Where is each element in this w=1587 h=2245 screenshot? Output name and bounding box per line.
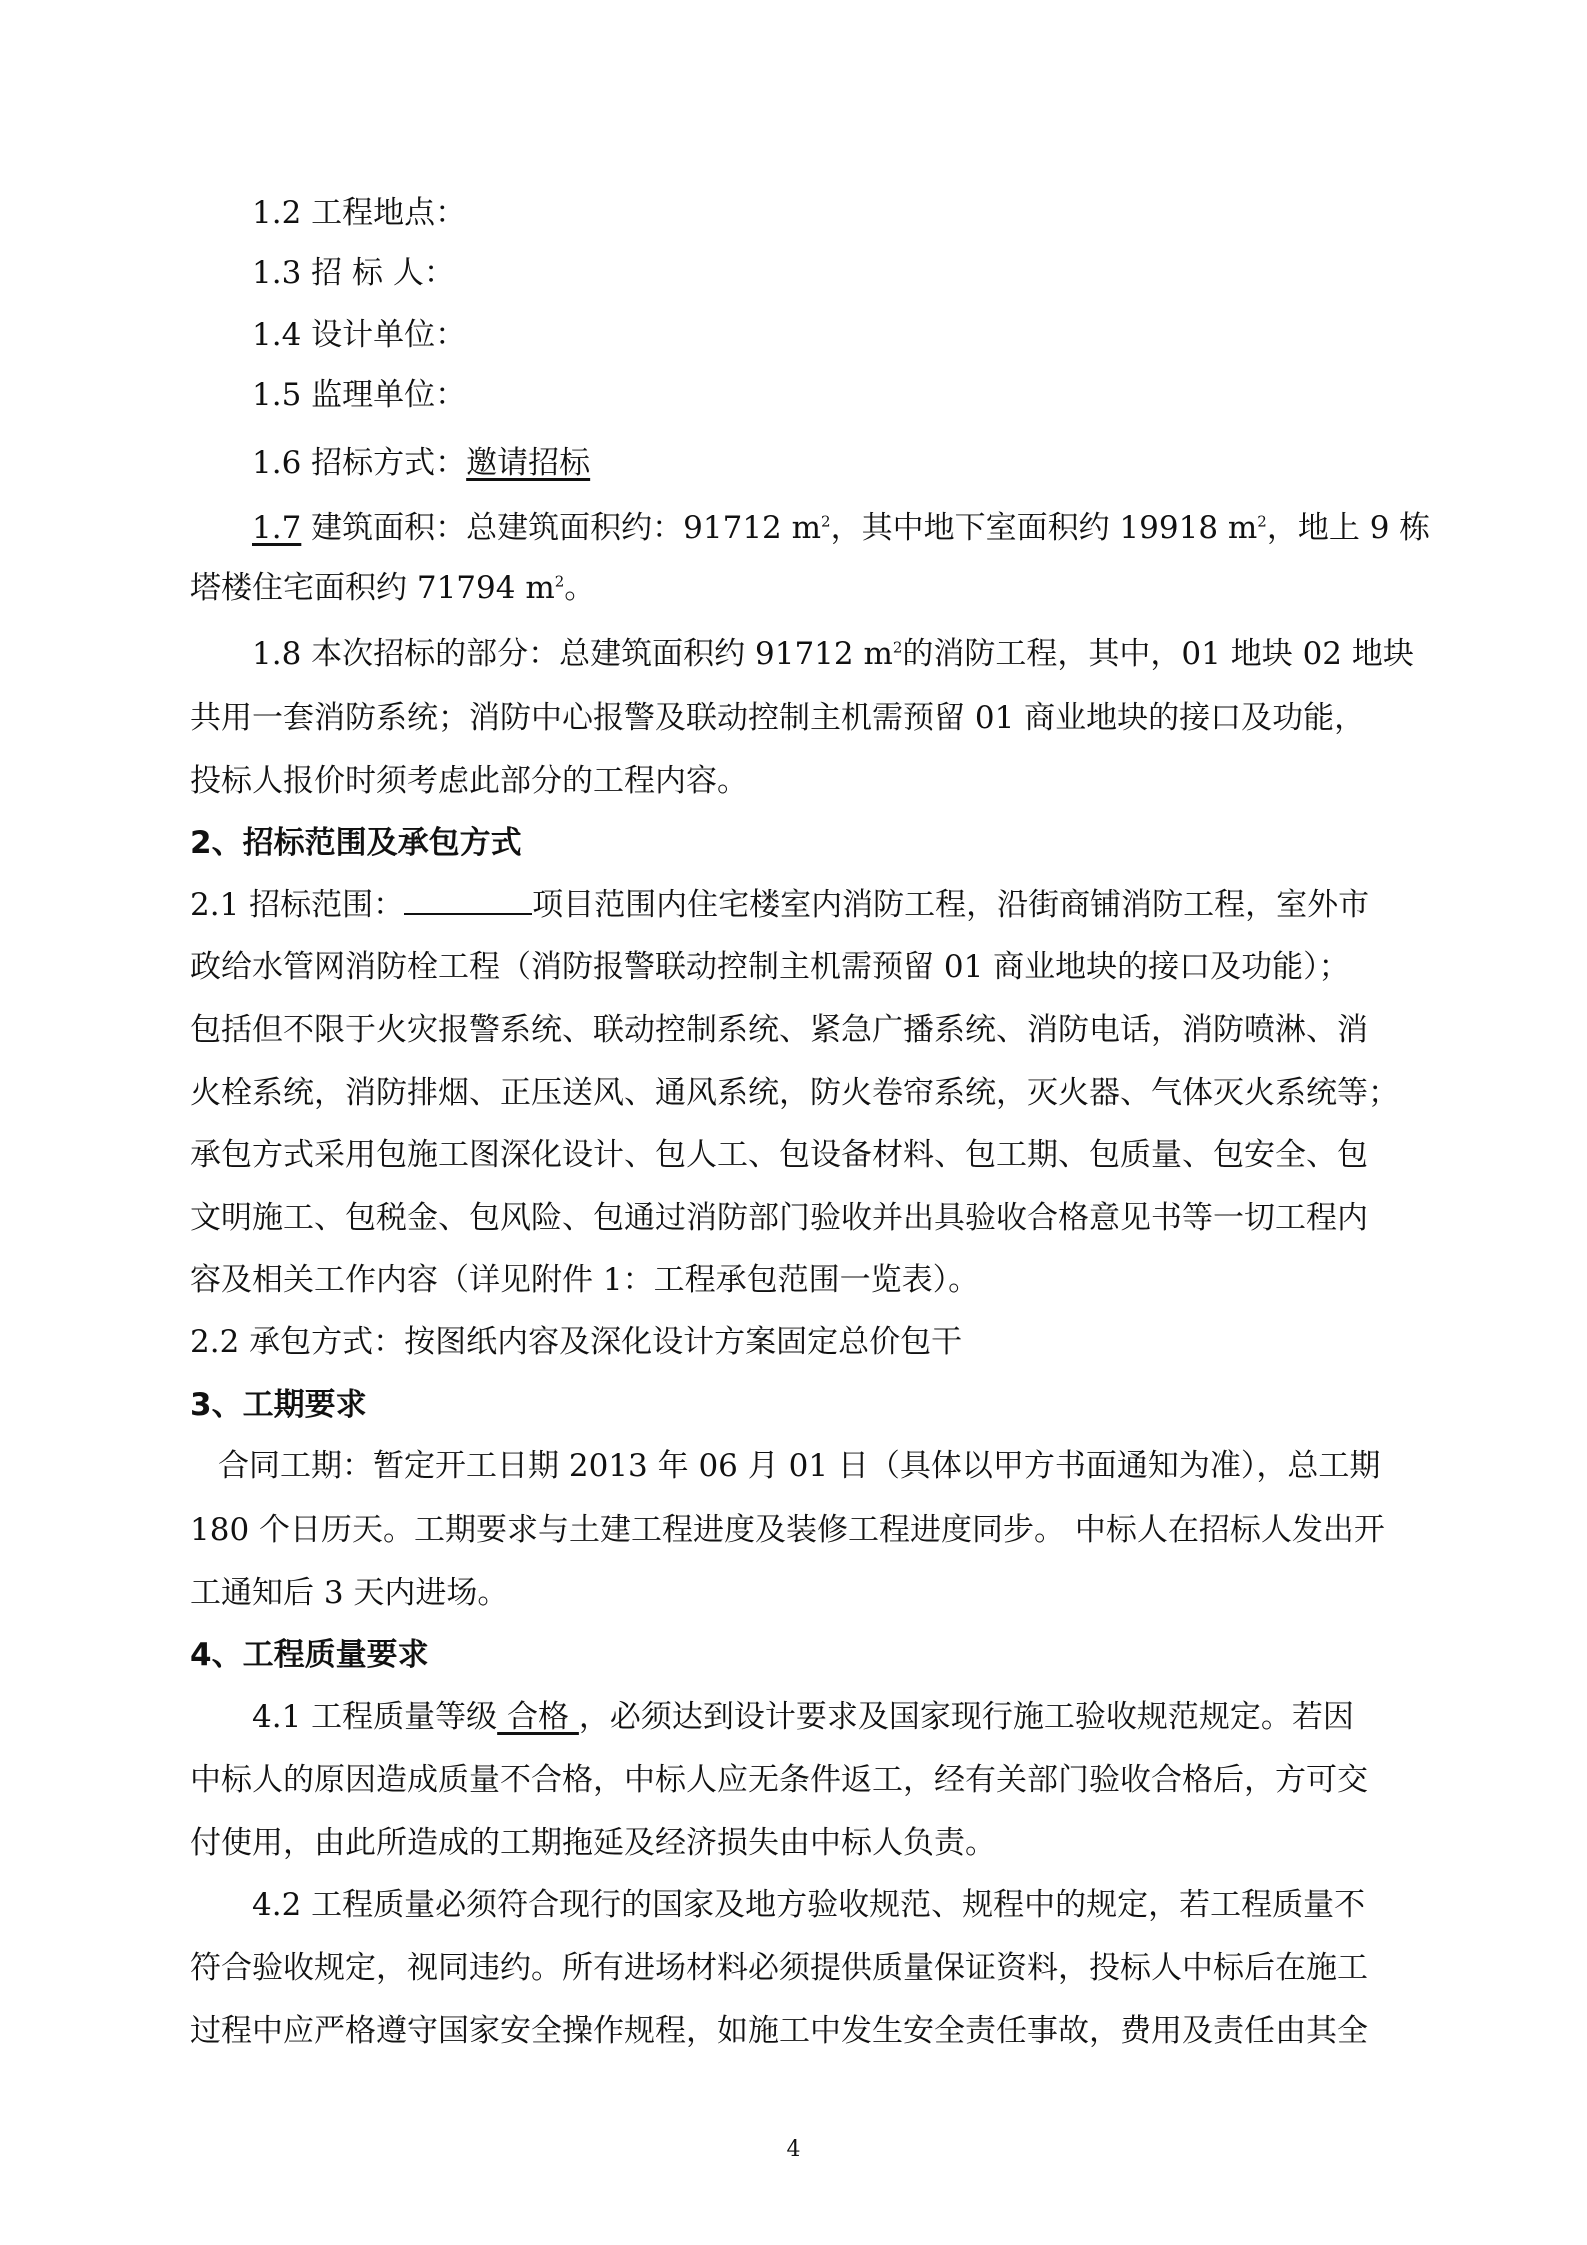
quality-text: ，必须达到设计要求及国家现行施工验收规范规定。若因 [578,1699,1354,1735]
quality-4-1-line1 [252,1697,1354,1737]
schedule-line1: 合同工期：暂定开工日期 2013 年 06 月 01 日（具体以甲方书面通知为准），总工期 [218,1448,1381,1484]
scope-label: 2.1 招标范围： [190,887,405,923]
item-1-2: 1.2 工程地点： [252,195,467,231]
project-name-blank [404,885,532,915]
superscript: 2 [821,512,831,531]
scope-line6: 文明施工、包税金、包风险、包通过消防部门验收并出具验收合格意见书等一切工程内 [190,1200,1368,1236]
item-1-8-line3: 投标人报价时须考虑此部分的工程内容。 [190,763,748,799]
scope-line1 [190,885,1369,925]
item-1-6 [252,443,590,483]
superscript: 2 [1257,512,1267,531]
bid-method-label: 1.6 招标方式： [252,445,467,481]
page-number: 4 [786,2137,801,2162]
item-1-3: 1.3 招 标 人： [252,255,455,291]
superscript: 2 [554,572,565,591]
area-text-e: 。 [564,570,596,606]
item-1-7-number: 1.7 [252,510,302,546]
schedule-line3: 工通知后 3 天内进场。 [190,1575,509,1611]
scope-line7: 容及相关工作内容（详见附件 1：工程承包范围一览表）。 [190,1262,980,1298]
schedule-line2: 180 个日历天。工期要求与土建工程进度及装修工程进度同步。 中标人在招标人发出开 [190,1512,1385,1548]
scope-part-text-a: 1.8 本次招标的部分：总建筑面积约 91712 m [252,636,893,672]
section-3-heading: 3、工期要求 [190,1387,367,1423]
quality-grade-label: 4.1 工程质量等级 [252,1699,498,1735]
quality-4-2-line3: 过程中应严格遵守国家安全操作规程，如施工中发生安全责任事故，费用及责任由其全 [190,2013,1368,2049]
bid-method-value: 邀请招标 [466,445,591,481]
quality-4-1-line2: 中标人的原因造成质量不合格，中标人应无条件返工，经有关部门验收合格后，方可交 [190,1762,1368,1798]
section-2-heading: 2、招标范围及承包方式 [190,825,522,861]
area-text-a: 建筑面积：总建筑面积约：91712 m [301,510,822,546]
item-1-7-line2 [190,568,595,608]
item-1-7-line1 [252,508,1430,548]
scope-line2: 政给水管网消防栓工程（消防报警联动控制主机需预留 01 商业地块的接口及功能）； [190,949,1350,985]
area-text-b: ，其中地下室面积约 19918 m [830,510,1258,546]
scope-line5: 承包方式采用包施工图深化设计、包人工、包设备材料、包工期、包质量、包安全、包 [190,1137,1368,1173]
quality-4-1-line3: 付使用，由此所造成的工期拖延及经济损失由中标人负责。 [190,1825,996,1861]
scope-line4: 火栓系统，消防排烟、正压送风、通风系统，防火卷帘系统，灭火器、气体灭火系统等； [190,1075,1399,1111]
section-4-heading: 4、工程质量要求 [190,1637,429,1673]
superscript: 2 [892,638,903,657]
quality-4-2-line2: 符合验收规定，视同违约。所有进场材料必须提供质量保证资料，投标人中标后在施工 [190,1950,1368,1986]
scope-text: 项目范围内住宅楼室内消防工程，沿街商铺消防工程，室外市 [532,887,1370,923]
quality-4-2-line1: 4.2 工程质量必须符合现行的国家及地方验收规范、规程中的规定，若工程质量不 [252,1887,1366,1923]
quality-grade-value: 合格 [497,1699,579,1735]
scope-line3: 包括但不限于火灾报警系统、联动控制系统、紧急广播系统、消防电话，消防喷淋、消 [190,1012,1368,1048]
area-text-d: 塔楼住宅面积约 71794 m [190,570,555,606]
contract-method: 2.2 承包方式：按图纸内容及深化设计方案固定总价包干 [190,1324,963,1360]
item-1-4: 1.4 设计单位： [252,317,467,353]
item-1-8-line1 [252,634,1414,674]
scope-part-text-b: 的消防工程，其中，01 地块 02 地块 [902,636,1414,672]
item-1-8-line2: 共用一套消防系统；消防中心报警及联动控制主机需预留 01 商业地块的接口及功能， [190,700,1366,736]
item-1-5: 1.5 监理单位： [252,377,467,413]
area-text-c: ，地上 9 栋 [1266,510,1431,546]
